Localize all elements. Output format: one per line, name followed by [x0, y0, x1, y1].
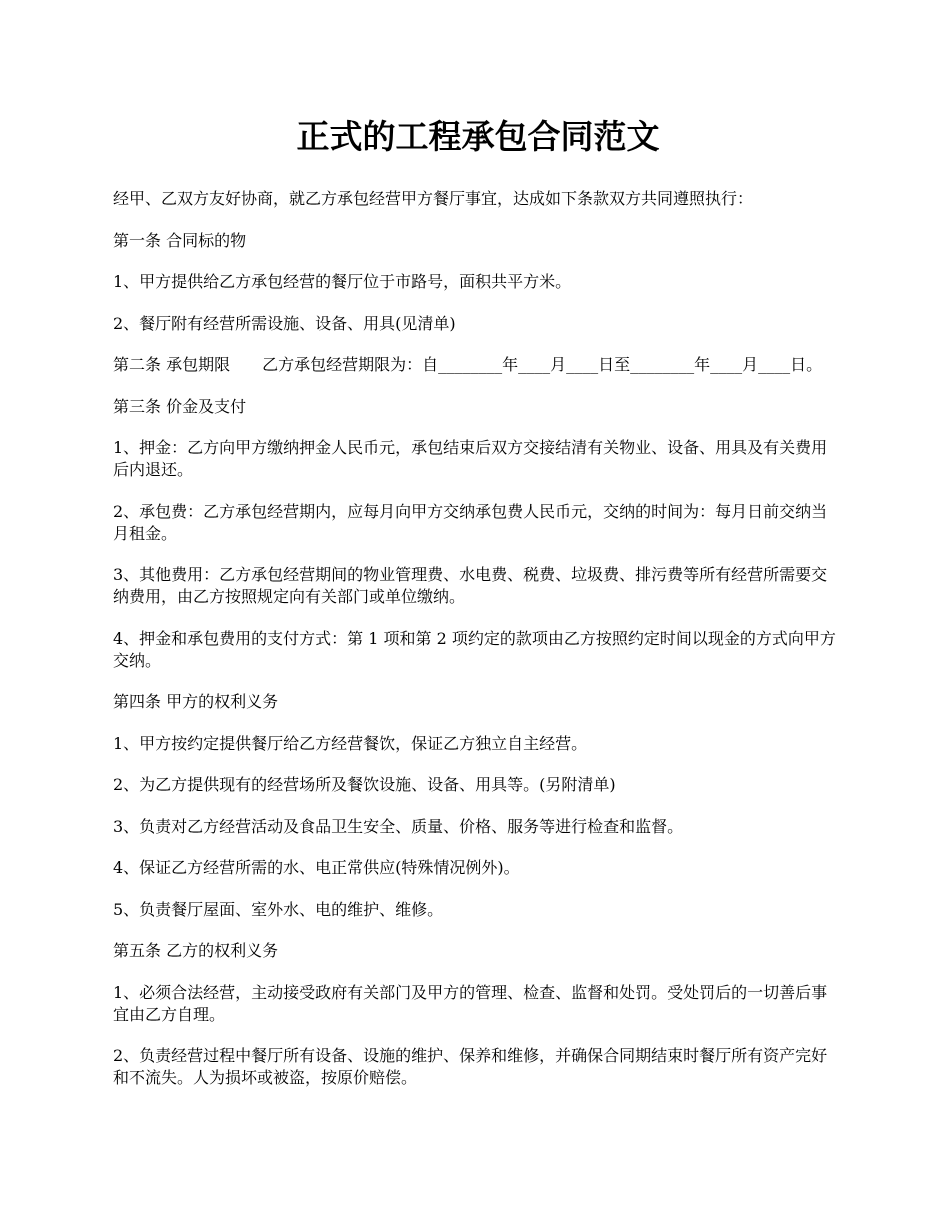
document-paragraph: 第四条 甲方的权利义务 — [113, 692, 279, 711]
document-paragraph: 3、其他费用：乙方承包经营期间的物业管理费、水电费、税费、垃圾费、排污费等所有经营所需要交纳费用，由乙方按照规定向有关部门或单位缴纳。 — [113, 565, 828, 606]
document-paragraph: 2、负责经营过程中餐厅所有设备、设施的维护、保养和维修，并确保合同期结束时餐厅所有资产完好和不流失。人为损坏或被盗，按原价赔偿。 — [113, 1046, 828, 1087]
document-paragraph: 1、甲方提供给乙方承包经营的餐厅位于市路号，面积共平方米。 — [113, 272, 572, 291]
document-paragraph: 5、负责餐厅屋面、室外水、电的维护、维修。 — [113, 899, 444, 919]
document-paragraph: 第三条 价金及支付 — [113, 396, 247, 416]
document-paragraph: 第二条 承包期限 乙方承包经营期限为：自________年____月____日至________年____月____日。 — [113, 355, 823, 374]
document-title: 正式的工程承包合同范文 — [296, 117, 660, 156]
document-paragraph: 第五条 乙方的权利义务 — [113, 941, 279, 960]
document-paragraph: 2、餐厅附有经营所需设施、设备、用具(见清单) — [113, 313, 456, 333]
document-paragraph: 4、保证乙方经营所需的水、电正常供应(特殊情况例外)。 — [113, 858, 520, 877]
document-body — [113, 188, 843, 1089]
document-paragraph: 3、负责对乙方经营活动及食品卫生安全、质量、价格、服务等进行检查和监督。 — [113, 816, 684, 836]
document-paragraph: 2、承包费：乙方承包经营期内，应每月向甲方交纳承包费人民币元，交纳的时间为：每月日前交纳当月租金。 — [113, 501, 828, 543]
document-paragraph: 4、押金和承包费用的支付方式：第 1 项和第 2 项约定的款项由乙方按照约定时间以现金的方式向甲方交纳。 — [113, 628, 836, 670]
document-paragraph: 1、甲方按约定提供餐厅给乙方经营餐饮，保证乙方独立自主经营。 — [113, 733, 588, 753]
document-page — [113, 112, 843, 1109]
document-paragraph: 经甲、乙双方友好协商，就乙方承包经营甲方餐厅事宜，达成如下条款双方共同遵照执行： — [113, 189, 754, 208]
document-paragraph: 第一条 合同标的物 — [113, 230, 247, 250]
document-paragraph: 1、必须合法经营，主动接受政府有关部门及甲方的管理、检查、监督和处罚。受处罚后的一切善后事宜由乙方自理。 — [113, 982, 828, 1024]
document-paragraph: 2、为乙方提供现有的经营场所及餐饮设施、设备、用具等。(另附清单) — [113, 775, 616, 794]
document-paragraph: 1、押金：乙方向甲方缴纳押金人民币元，承包结束后双方交接结清有关物业、设备、用具及有关费用后内退还。 — [113, 438, 828, 479]
